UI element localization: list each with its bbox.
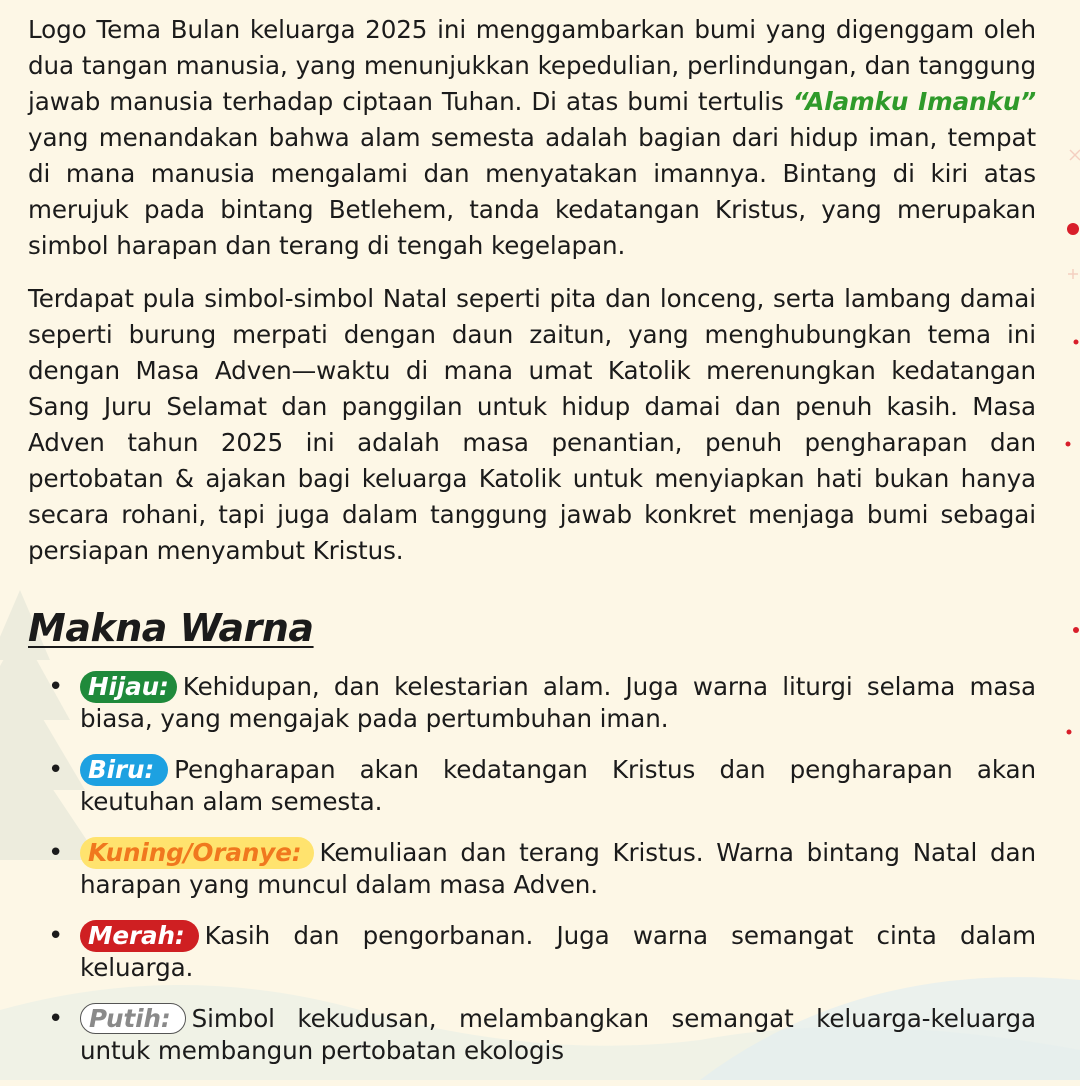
snowflake-icon — [1068, 150, 1080, 279]
color-description: Kemuliaan dan terang Kristus. Warna bintang Natal dan harapan yang muncul dalam masa Adven. — [80, 838, 1036, 899]
bullet: • — [48, 672, 64, 702]
bullet: • — [48, 755, 64, 785]
color-description: Kasih dan pengorbanan. Juga warna semangat cinta dalam keluarga. — [80, 921, 1036, 982]
list-item-hijau — [28, 671, 1036, 735]
list-item-biru — [28, 754, 1036, 818]
article-body — [28, 12, 1036, 1086]
paragraph-advent: Terdapat pula simbol-simbol Natal seperti pita dan lonceng, serta lambang damai seperti burung merpati dengan daun zaitun, yang menghubungkan tema ini dengan Masa Adven—waktu di mana umat Katolik merenungkan kedatangan Sang Juru Selamat dan panggilan untuk hidup damai dan penuh kasih. Masa Adven tahun 2025 ini adalah masa penantian, penuh pengharapan dan pertobatan & ajakan bagi keluarga Katolik untuk menyiapkan hati bukan hanya secara rohani, tapi juga dalam tanggung jawab konkret menjaga bumi sebagai persiapan menyambut Kristus. — [28, 284, 1036, 565]
color-description: Simbol kekudusan, melambangkan semangat keluarga-keluarga untuk membangun pertobatan ekologis — [80, 1004, 1036, 1065]
color-description: Pengharapan akan kedatangan Kristus dan pengharapan akan keutuhan alam semesta. — [80, 755, 1036, 816]
color-tag-biru: Biru: — [80, 754, 168, 786]
color-meaning-list — [28, 671, 1036, 1067]
bullet: • — [48, 838, 64, 868]
color-description: Kehidupan, dan kelestarian alam. Juga warna liturgi selama masa biasa, yang mengajak pada pertumbuhan iman. — [80, 672, 1036, 733]
paragraph-logo-description — [28, 12, 1036, 264]
theme-quote: “Alamku Imanku” — [792, 87, 1036, 116]
bullet: • — [48, 921, 64, 951]
color-tag-merah: Merah: — [80, 920, 199, 952]
bullet: • — [48, 1004, 64, 1034]
color-tag-putih: Putih: — [80, 1003, 186, 1034]
list-item-merah — [28, 920, 1036, 984]
list-item-kuning — [28, 837, 1036, 901]
color-tag-hijau: Hijau: — [80, 671, 177, 703]
color-tag-kuning: Kuning/Oranye: — [80, 837, 314, 869]
paragraph-1-end: yang menandakan bahwa alam semesta adalah bagian dari hidup iman, tempat di mana manusia mengalami dan menyatakan imannya. Bintang di kiri atas merujuk pada bintang Betlehem, tanda kedatangan Kristus, yang merupakan simbol harapan dan terang di tengah kegelapan. — [28, 123, 1036, 260]
paragraph-1-start: Logo Tema Bulan keluarga 2025 ini menggambarkan bumi yang digenggam oleh dua tangan manusia, yang menunjukkan kepedulian, perlindungan, dan tanggung jawab manusia terhadap ciptaan Tuhan. Di atas bumi tertulis — [28, 15, 1036, 116]
section-heading: Makna Warna — [28, 606, 314, 650]
list-item-putih — [28, 1003, 1036, 1067]
ornament-dots — [1066, 223, 1080, 735]
